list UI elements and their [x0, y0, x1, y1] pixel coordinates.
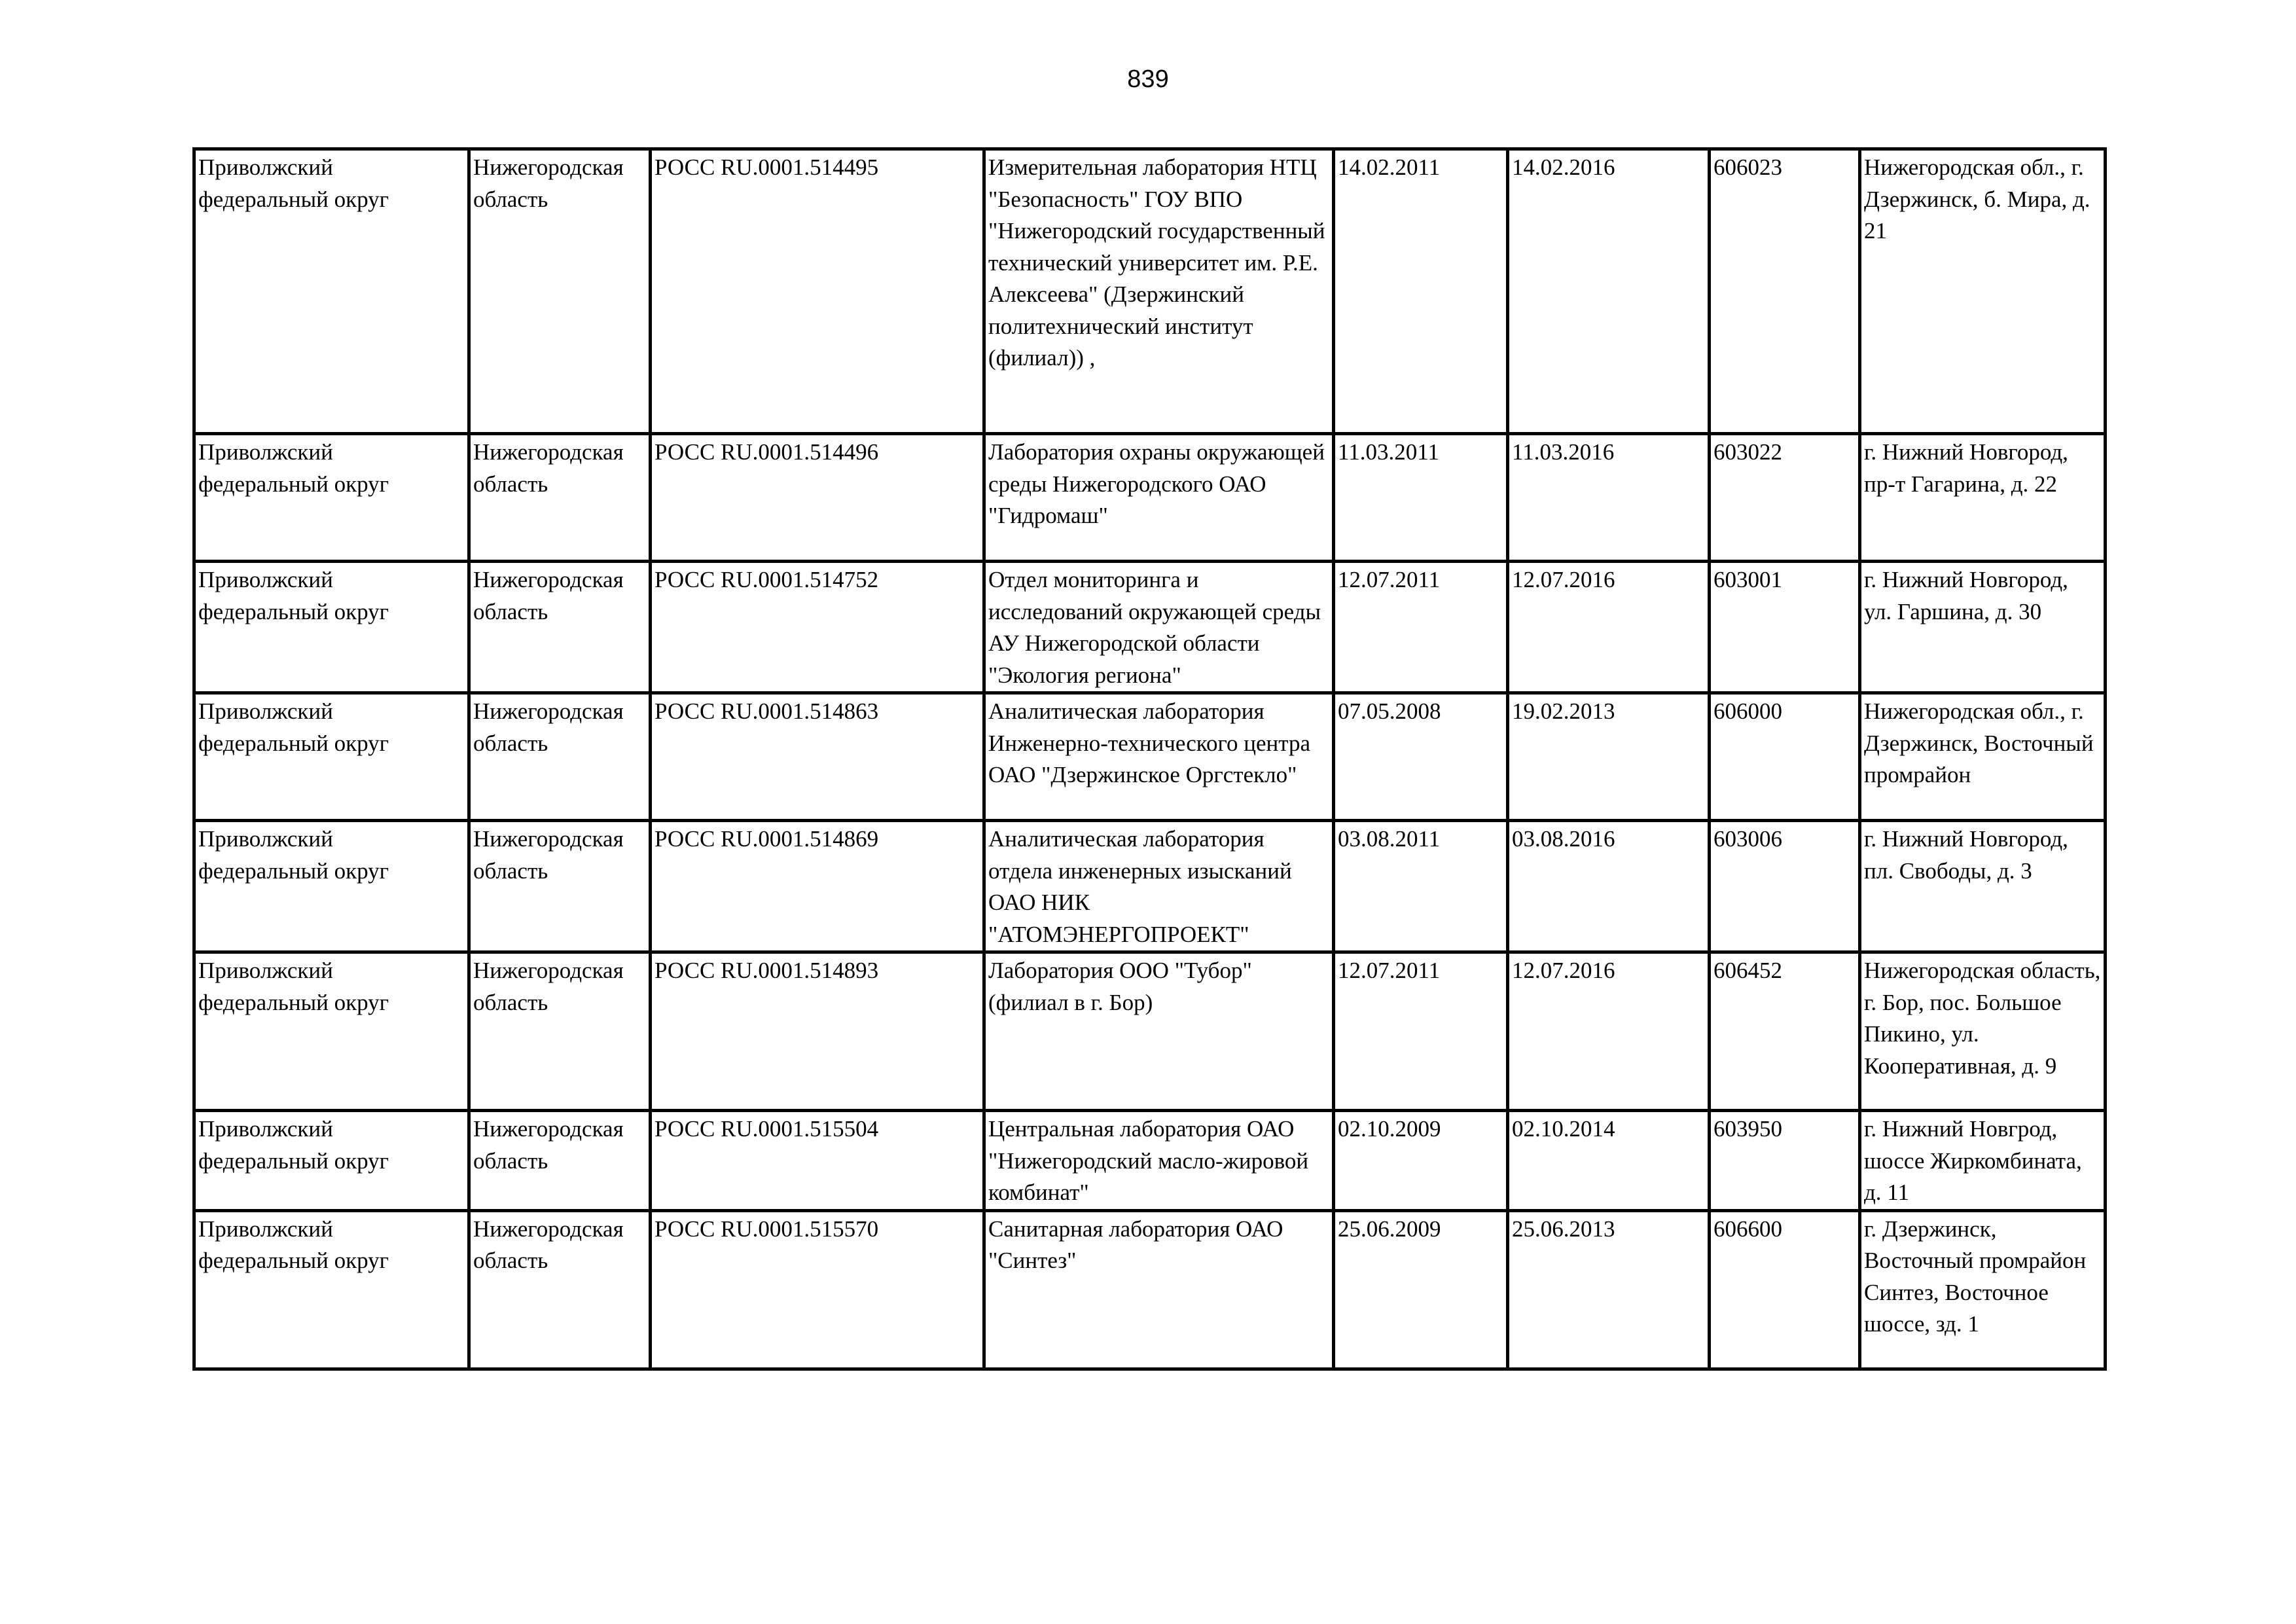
organization-cell: Измерительная лаборатория НТЦ "Безопасность" ГОУ ВПО "Нижегородский государственный технический университет им. Р.Е. Алексеева" (Дзержинский политехнический институт (филиал)) ,: [984, 149, 1334, 434]
address-cell: Нижегородская обл., г. Дзержинск, б. Мира, д. 21: [1860, 149, 2106, 434]
district-cell: Приволжский федеральный округ: [194, 821, 469, 952]
table-row: [194, 952, 2106, 1111]
organization-cell: Лаборатория охраны окружающей среды Нижегородского ОАО "Гидромаш": [984, 434, 1334, 562]
date-from-cell: 12.07.2011: [1334, 952, 1508, 1111]
date-to-cell: 12.07.2016: [1508, 952, 1710, 1111]
date-to-cell: 02.10.2014: [1508, 1111, 1710, 1211]
district-cell: Приволжский федеральный округ: [194, 1111, 469, 1211]
table-row: [194, 693, 2106, 821]
registration-number-cell: РОСС RU.0001.514863: [651, 693, 984, 821]
date-to-cell: 14.02.2016: [1508, 149, 1710, 434]
page-number: 839: [1127, 65, 1169, 93]
table-row: [194, 821, 2106, 952]
region-cell: Нижегородская область: [469, 693, 651, 821]
address-cell: Нижегородская область, г. Бор, пос. Большое Пикино, ул. Кооперативная, д. 9: [1860, 952, 2106, 1111]
date-from-cell: 02.10.2009: [1334, 1111, 1508, 1211]
organization-cell: Лаборатория ООО "Тубор" (филиал в г. Бор): [984, 952, 1334, 1111]
registration-number-cell: РОСС RU.0001.514752: [651, 562, 984, 693]
registration-number-cell: РОСС RU.0001.514893: [651, 952, 984, 1111]
region-cell: Нижегородская область: [469, 952, 651, 1111]
postcode-cell: 603950: [1710, 1111, 1860, 1211]
region-cell: Нижегородская область: [469, 562, 651, 693]
date-to-cell: 03.08.2016: [1508, 821, 1710, 952]
date-from-cell: 11.03.2011: [1334, 434, 1508, 562]
region-cell: Нижегородская область: [469, 1210, 651, 1369]
date-from-cell: 25.06.2009: [1334, 1210, 1508, 1369]
district-cell: Приволжский федеральный округ: [194, 434, 469, 562]
table-row: [194, 1210, 2106, 1369]
postcode-cell: 603001: [1710, 562, 1860, 693]
address-cell: г. Нижний Новгород, пл. Свободы, д. 3: [1860, 821, 2106, 952]
date-from-cell: 12.07.2011: [1334, 562, 1508, 693]
organization-cell: Аналитическая лаборатория Инженерно-технического центра ОАО "Дзержинское Оргстекло": [984, 693, 1334, 821]
table-row: [194, 434, 2106, 562]
district-cell: Приволжский федеральный округ: [194, 693, 469, 821]
date-to-cell: 25.06.2013: [1508, 1210, 1710, 1369]
date-to-cell: 12.07.2016: [1508, 562, 1710, 693]
registration-number-cell: РОСС RU.0001.514496: [651, 434, 984, 562]
region-cell: Нижегородская область: [469, 434, 651, 562]
region-cell: Нижегородская область: [469, 821, 651, 952]
organization-cell: Отдел мониторинга и исследований окружающей среды АУ Нижегородской области "Экология региона": [984, 562, 1334, 693]
date-from-cell: 07.05.2008: [1334, 693, 1508, 821]
date-to-cell: 11.03.2016: [1508, 434, 1710, 562]
registration-number-cell: РОСС RU.0001.515504: [651, 1111, 984, 1211]
registration-number-cell: РОСС RU.0001.514869: [651, 821, 984, 952]
registration-number-cell: РОСС RU.0001.514495: [651, 149, 984, 434]
district-cell: Приволжский федеральный округ: [194, 952, 469, 1111]
postcode-cell: 606023: [1710, 149, 1860, 434]
date-from-cell: 03.08.2011: [1334, 821, 1508, 952]
table-row: [194, 1111, 2106, 1211]
district-cell: Приволжский федеральный округ: [194, 562, 469, 693]
address-cell: г. Нижний Новгород, пр-т Гагарина, д. 22: [1860, 434, 2106, 562]
postcode-cell: 606452: [1710, 952, 1860, 1111]
district-cell: Приволжский федеральный округ: [194, 149, 469, 434]
table-row: [194, 149, 2106, 434]
district-cell: Приволжский федеральный округ: [194, 1210, 469, 1369]
table-row: [194, 562, 2106, 693]
address-cell: г. Нижний Новгород, ул. Гаршина, д. 30: [1860, 562, 2106, 693]
region-cell: Нижегородская область: [469, 1111, 651, 1211]
organization-cell: Санитарная лаборатория ОАО "Синтез": [984, 1210, 1334, 1369]
postcode-cell: 603006: [1710, 821, 1860, 952]
organization-cell: Аналитическая лаборатория отдела инженерных изысканий ОАО НИК "АТОМЭНЕРГОПРОЕКТ": [984, 821, 1334, 952]
postcode-cell: 603022: [1710, 434, 1860, 562]
address-cell: г. Дзержинск, Восточный промрайон Синтез, Восточное шоссе, зд. 1: [1860, 1210, 2106, 1369]
date-to-cell: 19.02.2013: [1508, 693, 1710, 821]
address-cell: г. Нижний Новгрод, шоссе Жиркомбината, д. 11: [1860, 1111, 2106, 1211]
registration-number-cell: РОСС RU.0001.515570: [651, 1210, 984, 1369]
address-cell: Нижегородская обл., г. Дзержинск, Восточный промрайон: [1860, 693, 2106, 821]
region-cell: Нижегородская область: [469, 149, 651, 434]
postcode-cell: 606000: [1710, 693, 1860, 821]
postcode-cell: 606600: [1710, 1210, 1860, 1369]
laboratory-registry-table: [192, 147, 2107, 1371]
date-from-cell: 14.02.2011: [1334, 149, 1508, 434]
organization-cell: Центральная лаборатория ОАО "Нижегородский масло-жировой комбинат": [984, 1111, 1334, 1211]
